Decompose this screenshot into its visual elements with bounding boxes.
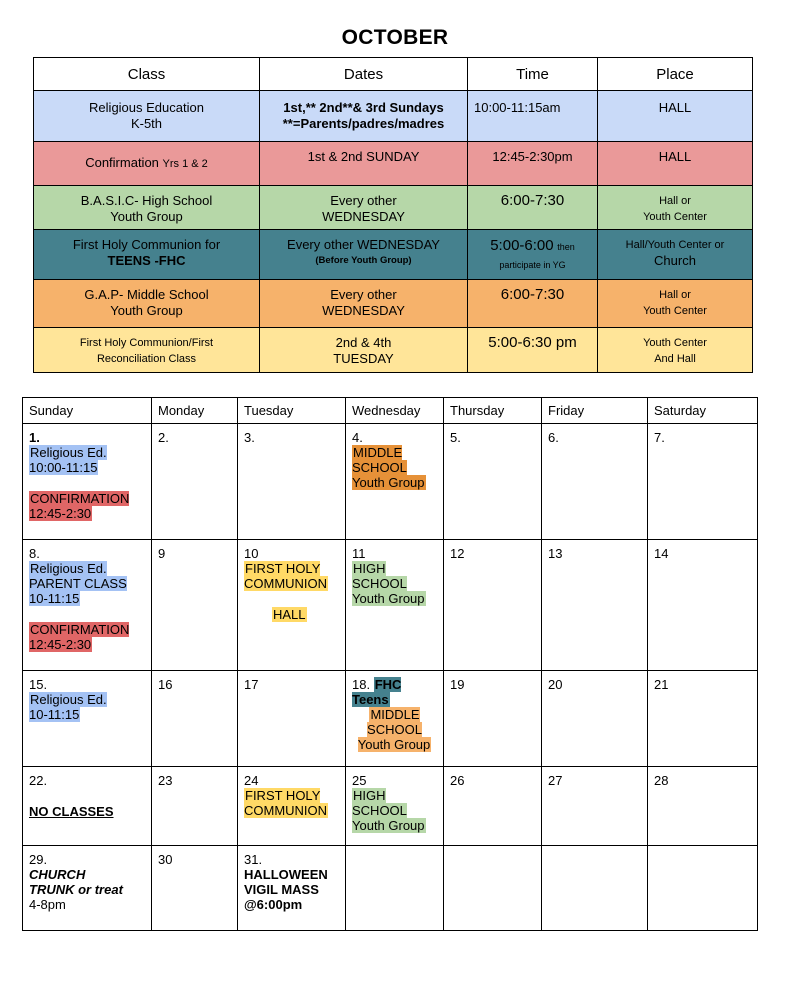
time-note-2: participate in YG xyxy=(499,260,566,270)
schedule-row-high-school xyxy=(34,186,753,230)
day-number: 3. xyxy=(244,430,255,445)
day-cell xyxy=(444,540,542,671)
class-name: Confirmation xyxy=(85,155,159,170)
calendar-week xyxy=(23,767,758,846)
schedule-row-middle-school xyxy=(34,280,753,328)
day-number: 30 xyxy=(158,852,173,867)
dates-text: 1st & 2nd SUNDAY xyxy=(307,149,420,164)
header-place: Place xyxy=(598,58,753,91)
class-subtitle: Youth Group xyxy=(110,303,183,318)
dates-text: 1st,** 2nd**& 3rd Sundays xyxy=(283,100,444,115)
event-middle-school xyxy=(358,707,432,752)
day-cell xyxy=(346,846,444,931)
day-cell xyxy=(238,846,346,931)
class-years: Yrs 1 & 2 xyxy=(162,158,208,170)
event-vigil-mass: VIGIL MASS xyxy=(244,882,319,897)
event-line: 12:45-2:30 xyxy=(29,506,92,521)
day-cell xyxy=(238,540,346,671)
day-number: 20 xyxy=(548,677,563,692)
event-line: Youth Group xyxy=(357,737,431,752)
day-header: Monday xyxy=(152,398,238,424)
header-dates: Dates xyxy=(260,58,468,91)
event-line: CONFIRMATION xyxy=(30,622,130,637)
day-cell xyxy=(238,671,346,767)
place-text: Hall or xyxy=(659,289,691,301)
class-name: G.A.P- Middle School xyxy=(84,287,209,302)
schedule-header-row xyxy=(34,58,753,91)
event-line: Religious Ed. xyxy=(30,561,107,576)
event-line: Youth Group xyxy=(352,475,425,490)
schedule-row-first-communion xyxy=(34,328,753,373)
time-text: 12:45-2:30pm xyxy=(492,149,573,164)
class-name: First Holy Communion/First xyxy=(79,337,214,349)
event-line: Religious Ed. xyxy=(30,445,107,460)
day-cell xyxy=(444,424,542,540)
schedule-row-confirmation xyxy=(34,142,753,186)
place-text: HALL xyxy=(658,149,692,164)
event-line: 12:45-2:30 xyxy=(29,637,92,652)
calendar-week xyxy=(23,540,758,671)
dates-note: **=Parents/padres/madres xyxy=(282,116,445,131)
place-cell xyxy=(598,230,753,280)
day-cell xyxy=(648,424,758,540)
schedule-row-fhc-teens xyxy=(34,230,753,280)
dates-day: TUESDAY xyxy=(333,351,394,366)
day-header: Friday xyxy=(542,398,648,424)
event-line: 10:00-11:15 xyxy=(29,460,98,475)
day-cell xyxy=(23,671,152,767)
day-cell xyxy=(152,424,238,540)
time-text: 10:00-11:15am xyxy=(474,100,561,115)
day-cell xyxy=(444,767,542,846)
day-number: 15. xyxy=(29,677,48,692)
time-text: 5:00-6:30 pm xyxy=(488,334,577,351)
day-number: 1. xyxy=(29,430,40,445)
place-text: HALL xyxy=(658,100,692,115)
event-trunk-or-treat-2: TRUNK or treat xyxy=(29,882,123,897)
place-text-2: Youth Center xyxy=(643,211,707,223)
day-number: 21 xyxy=(654,677,669,692)
day-number: 12 xyxy=(450,546,465,561)
time-note: then xyxy=(557,242,575,252)
class-cell xyxy=(34,142,260,186)
class-subtitle: TEENS -FHC xyxy=(107,253,186,268)
event-line: MIDDLE xyxy=(370,707,420,722)
day-header: Sunday xyxy=(23,398,152,424)
event-line: MIDDLE xyxy=(353,445,403,460)
time-cell xyxy=(468,230,598,280)
event-high-school xyxy=(352,561,426,606)
dates-day: WEDNESDAY xyxy=(322,209,405,224)
class-grades: K-5th xyxy=(130,116,163,131)
class-cell xyxy=(34,91,260,142)
dates-text: 2nd & 4th xyxy=(335,335,392,350)
class-cell xyxy=(34,280,260,328)
class-name: B.A.S.I.C- High School xyxy=(80,193,213,208)
time-text: 6:00-7:30 xyxy=(500,192,565,209)
day-cell xyxy=(542,767,648,846)
dates-text: Every other WEDNESDAY xyxy=(287,237,440,252)
time-cell xyxy=(468,142,598,186)
dates-day: WEDNESDAY xyxy=(322,303,405,318)
day-number: 18. xyxy=(352,677,371,692)
event-trunk-or-treat: CHURCH xyxy=(29,867,86,882)
schedule-row-religious-education xyxy=(34,91,753,142)
day-number: 23 xyxy=(158,773,173,788)
dates-text: Every other xyxy=(330,287,397,302)
day-cell xyxy=(542,424,648,540)
event-line: Youth Group xyxy=(352,591,425,606)
day-header: Tuesday xyxy=(238,398,346,424)
schedule-table xyxy=(33,57,753,373)
day-cell xyxy=(648,767,758,846)
day-cell xyxy=(542,540,648,671)
day-cell xyxy=(444,671,542,767)
event-line: 10-11:15 xyxy=(29,707,80,722)
dates-cell xyxy=(260,186,468,230)
day-cell xyxy=(23,767,152,846)
day-cell xyxy=(542,671,648,767)
day-cell xyxy=(23,424,152,540)
class-name: First Holy Communion for xyxy=(72,237,221,252)
class-cell xyxy=(34,230,260,280)
day-cell xyxy=(238,424,346,540)
place-text-2: Youth Center xyxy=(643,305,707,317)
day-number: 2. xyxy=(158,430,169,445)
day-cell xyxy=(346,767,444,846)
class-subtitle: Youth Group xyxy=(110,209,183,224)
header-time: Time xyxy=(468,58,598,91)
day-cell xyxy=(346,540,444,671)
day-number: 16 xyxy=(158,677,173,692)
day-number: 4. xyxy=(352,430,363,445)
time-text: 6:00-7:30 xyxy=(500,286,565,303)
day-number: 19 xyxy=(450,677,465,692)
place-text: Youth Center xyxy=(643,337,707,349)
day-cell xyxy=(23,846,152,931)
header-class: Class xyxy=(34,58,260,91)
day-cell xyxy=(542,846,648,931)
day-number: 5. xyxy=(450,430,461,445)
day-cell xyxy=(23,540,152,671)
dates-cell xyxy=(260,328,468,373)
time-cell xyxy=(468,328,598,373)
time-cell xyxy=(468,186,598,230)
calendar-week xyxy=(23,424,758,540)
event-line: SCHOOL xyxy=(352,803,407,818)
day-number: 7. xyxy=(654,430,665,445)
event-first-communion xyxy=(244,561,328,591)
calendar-header-row xyxy=(23,398,758,424)
day-cell xyxy=(152,671,238,767)
day-number: 24 xyxy=(244,773,259,788)
day-cell xyxy=(152,846,238,931)
place-text: Hall/Youth Center or xyxy=(625,239,725,251)
day-number: 27 xyxy=(548,773,563,788)
event-line: CONFIRMATION xyxy=(30,491,130,506)
event-location: HALL xyxy=(273,607,306,622)
calendar-week xyxy=(23,671,758,767)
place-cell xyxy=(598,186,753,230)
place-cell xyxy=(598,91,753,142)
day-number: 17 xyxy=(244,677,259,692)
day-number: 22. xyxy=(29,773,48,788)
day-number: 14 xyxy=(654,546,669,561)
event-line: FIRST HOLY xyxy=(245,788,321,803)
day-cell xyxy=(346,671,444,767)
event-line: SCHOOL xyxy=(352,576,407,591)
day-number: 13 xyxy=(548,546,563,561)
event-confirmation xyxy=(29,622,129,652)
event-line: HIGH xyxy=(353,561,386,576)
event-line: COMMUNION xyxy=(244,803,328,818)
event-line: FHC xyxy=(374,677,402,692)
event-line: FIRST HOLY xyxy=(245,561,321,576)
event-line: 10-11:15 xyxy=(29,591,80,606)
event-line: Religious Ed. xyxy=(30,692,107,707)
event-line: SCHOOL xyxy=(352,460,407,475)
event-line: Youth Group xyxy=(352,818,425,833)
dates-note: (Before Youth Group) xyxy=(315,255,412,266)
no-classes-note: NO CLASSES xyxy=(29,804,114,819)
page-title: OCTOBER xyxy=(341,26,449,49)
event-line: HIGH xyxy=(353,788,386,803)
time-cell xyxy=(468,91,598,142)
day-header: Thursday xyxy=(444,398,542,424)
event-line: COMMUNION xyxy=(244,576,328,591)
day-cell xyxy=(444,846,542,931)
dates-cell xyxy=(260,142,468,186)
day-number: 11 xyxy=(352,546,366,561)
place-text-2: And Hall xyxy=(654,353,696,365)
event-line: Teens xyxy=(352,692,389,707)
day-cell xyxy=(152,767,238,846)
day-cell xyxy=(152,540,238,671)
event-confirmation xyxy=(29,491,129,521)
day-cell xyxy=(648,671,758,767)
day-cell xyxy=(648,540,758,671)
day-number: 25 xyxy=(352,773,367,788)
class-name: Religious Education xyxy=(89,100,204,115)
event-line: PARENT CLASS xyxy=(29,576,127,591)
place-text: Hall or xyxy=(659,195,691,207)
event-high-school xyxy=(352,788,426,833)
calendar-grid xyxy=(22,397,758,931)
place-text-2: Church xyxy=(654,253,696,268)
time-cell xyxy=(468,280,598,328)
event-religious-ed xyxy=(29,561,127,606)
dates-text: Every other xyxy=(330,193,397,208)
place-cell xyxy=(598,280,753,328)
event-time: 4-8pm xyxy=(29,897,66,912)
day-header: Wednesday xyxy=(346,398,444,424)
event-halloween: HALLOWEEN xyxy=(244,867,328,882)
place-cell xyxy=(598,142,753,186)
calendar-week xyxy=(23,846,758,931)
day-number: 29. xyxy=(29,852,48,867)
event-first-communion xyxy=(244,788,328,818)
day-number: 6. xyxy=(548,430,559,445)
day-number: 26 xyxy=(450,773,465,788)
day-header: Saturday xyxy=(648,398,758,424)
day-number: 10 xyxy=(244,546,259,561)
day-number: 9 xyxy=(158,546,166,561)
day-cell xyxy=(238,767,346,846)
day-cell xyxy=(648,846,758,931)
class-cell xyxy=(34,328,260,373)
class-cell xyxy=(34,186,260,230)
day-cell xyxy=(346,424,444,540)
dates-cell xyxy=(260,230,468,280)
event-religious-ed xyxy=(29,692,107,722)
class-subtitle: Reconciliation Class xyxy=(96,353,197,365)
event-mass-time: @6:00pm xyxy=(244,897,303,912)
event-middle-school xyxy=(352,445,426,490)
event-line: SCHOOL xyxy=(367,722,422,737)
place-cell xyxy=(598,328,753,373)
day-number: 31. xyxy=(244,852,263,867)
day-number: 28 xyxy=(654,773,669,788)
event-religious-ed xyxy=(29,445,107,475)
dates-cell xyxy=(260,280,468,328)
day-number: 8. xyxy=(29,546,40,561)
dates-cell xyxy=(260,91,468,142)
time-text: 5:00-6:00 xyxy=(490,237,554,254)
